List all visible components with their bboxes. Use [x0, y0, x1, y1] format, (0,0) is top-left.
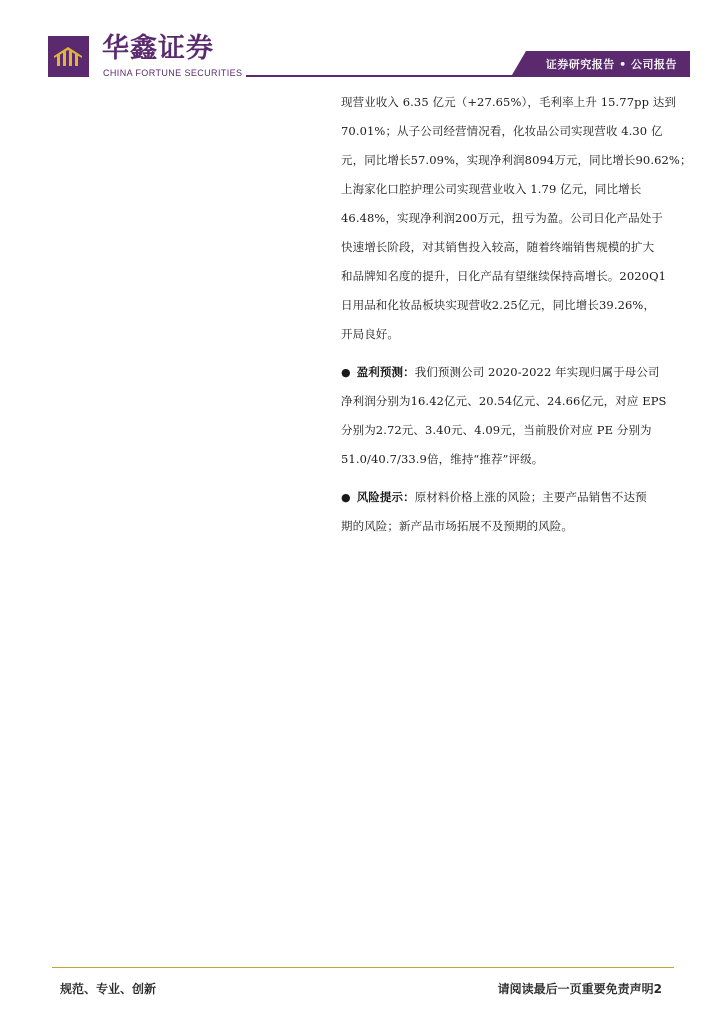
text-line: 和品牌知名度的提升，日化产品有望继续保持高增长。2020Q1	[341, 269, 667, 283]
text-line: 上海家化口腔护理公司实现营业收入 1.79 亿元，同比增长	[341, 182, 642, 196]
company-logo	[48, 36, 89, 77]
bullet-icon: ●	[341, 491, 351, 504]
report-body	[341, 88, 692, 550]
brand-name-en: CHINA FORTUNE SECURITIES	[103, 68, 243, 78]
bullet-text: 我们预测公司 2020-2022 年实现归属于母公司	[414, 365, 660, 379]
footer-disclaimer-page: 请阅读最后一页重要免责声明2	[497, 982, 662, 996]
bullet-profit-forecast	[341, 358, 685, 474]
logo-mark-icon	[48, 36, 89, 77]
text-line: 开局良好。	[341, 327, 399, 341]
bullet-label: 盈利预测：	[356, 365, 415, 379]
text-line: 日用品和化妆品板块实现营收2.25亿元，同比增长39.26%，	[341, 298, 656, 312]
bullet-text: 原材料价格上涨的风险；主要产品销售不达预	[414, 490, 647, 504]
brand-name-cn: 华鑫证券	[102, 33, 214, 64]
bullet-risk-warning	[341, 483, 685, 541]
footer-rule	[52, 967, 674, 968]
text-line: 净利润分别为16.42亿元、20.54亿元、24.66亿元，对应 EPS	[341, 394, 667, 408]
bullet-icon: ●	[341, 366, 351, 379]
text-line: 元，同比增长57.09%，实现净利润8094万元，同比增长90.62%；	[341, 153, 692, 167]
paragraph	[341, 88, 692, 349]
bullet-label: 风险提示：	[356, 490, 415, 504]
text-line: 51.0/40.7/33.9倍，维持“推荐”评级。	[341, 452, 544, 466]
text-line: 期的风险；新产品市场拓展不及预期的风险。	[341, 519, 573, 533]
text-line: 46.48%，实现净利润200万元，扭亏为盈。公司日化产品处于	[341, 211, 663, 225]
text-line	[341, 483, 685, 512]
text-line: 分别为2.72元、3.40元、4.09元，当前股价对应 PE 分别为	[341, 423, 652, 437]
report-tag: 证券研究报告 • 公司报告	[545, 58, 677, 71]
footer-slogan: 规范、专业、创新	[60, 982, 157, 996]
text-line: 70.01%；从子公司经营情况看，化妆品公司实现营收 4.30 亿	[341, 124, 663, 138]
text-line	[341, 358, 685, 387]
header-rule	[246, 75, 690, 77]
text-line: 快速增长阶段，对其销售投入较高，随着终端销售规模的扩大	[341, 240, 655, 254]
text-line: 现营业收入 6.35 亿元（+27.65%），毛利率上升 15.77pp 达到	[341, 95, 677, 109]
